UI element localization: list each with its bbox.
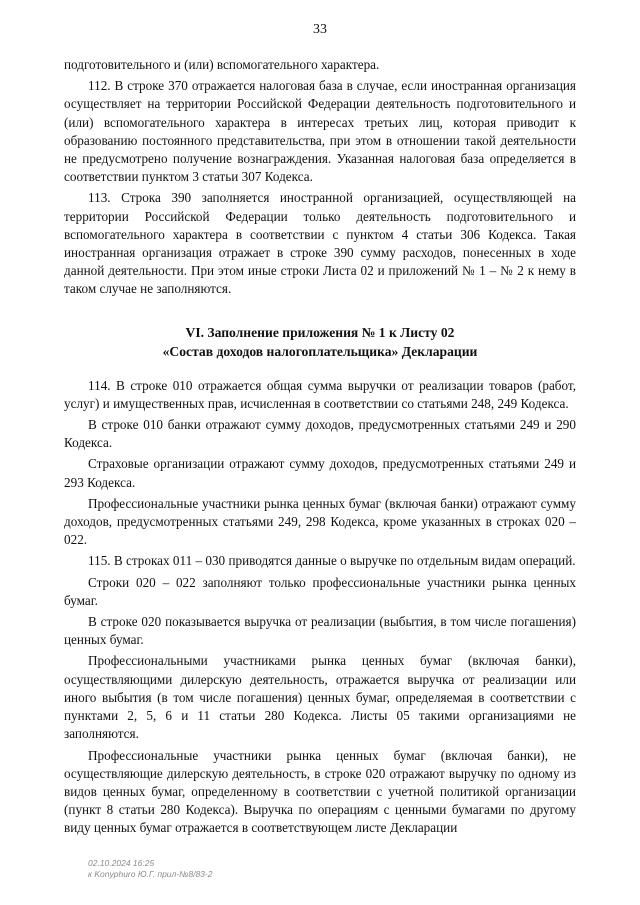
paragraph-p112: 112. В строке 370 отражается налоговая база в случае, если иностранная организация осуществляет на территории Российской Федерации деятельность подготовительного и (или) вспомогательного характера в интересах третьих лиц, которая приводит к образованию постоянного представительства, при этом в отношении такой деятельности не предусмотрено получение вознаграждения. Указанная налоговая база определяется в соответствии пунктом 3 статьи 307 Кодекса. — [64, 78, 576, 185]
section-heading-line1: VI. Заполнение приложения № 1 к Листу 02 — [185, 324, 455, 340]
page-number: 33 — [313, 22, 327, 37]
paragraph-p115: 115. В строках 011 – 030 приводятся данные о выручке по отдельным видам операций. — [88, 553, 576, 569]
paragraph-p115e: Профессиональные участники рынка ценных бумаг (включая банки), не осуществляющие дилерскую деятельность, в строке 020 отражают выручку по одному из видов ценных бумаг, определенному в соответствии с учетной политикой организации (пункт 8 статьи 280 Кодекса). Выручка по операциям с ценными бумагами по другому виду ценных бумаг отражается в соответствующем листе Декларации — [64, 747, 576, 836]
paragraph-p115b: Строки 020 – 022 заполняют только профессиональные участники рынка ценных бумаг. — [64, 574, 576, 608]
section-v-continuation — [64, 56, 576, 299]
footer-timestamp: 02.10.2024 16:25 — [88, 858, 155, 868]
paragraph-p114b: В строке 010 банки отражают сумму доходов, предусмотренных статьями 249 и 290 Кодекса. — [64, 417, 576, 451]
paragraph-p115d: Профессиональными участниками рынка ценных бумаг (включая банки), осуществляющими дилерскую деятельность, отражается выручка от реализации или иного выбытия (в том числе погашения) ценных бумаг, определяемая в соответствии с пунктами 2, 5, 6 и 11 статьи 280 Кодекса. Листы 05 такими организациями не заполняются. — [64, 653, 576, 742]
document-body — [64, 56, 576, 841]
footer-stamp — [88, 858, 212, 880]
paragraph-p114: 114. В строке 010 отражается общая сумма выручки от реализации товаров (работ, услуг) и имущественных прав, исчисленная в соответствии со статьями 248, 249 Кодекса. — [64, 377, 576, 411]
paragraph-p0: подготовительного и (или) вспомогательного характера. — [64, 57, 380, 72]
paragraph-p113: 113. Строка 390 заполняется иностранной организацией, осуществляющей на территории Российской Федерации только деятельность подготовительного и вспомогательного характера в соответствии с пунктом 4 статьи 306 Кодекса. Такая иностранная организация отражает в строке 390 сумму расходов, понесенных в ходе данной деятельности. При этом иные строки Листа 02 и приложений № 1 – № 2 к нему в таком случае не заполняются. — [64, 190, 576, 297]
footer-reference: к Konyрhuro Ю.Г. прил-№8/83-2 — [88, 869, 213, 879]
paragraph-p114d: Профессиональные участники рынка ценных бумаг (включая банки) отражают сумму доходов, предусмотренных статьями 249, 298 Кодекса, кроме указанных в строках 020 – 022. — [64, 495, 576, 548]
paragraph-p114c: Страховые организации отражают сумму доходов, предусмотренных статьями 249 и 293 Кодекса. — [64, 456, 576, 490]
section-vi-body — [64, 377, 576, 838]
paragraph-p115c: В строке 020 показывается выручка от реализации (выбытия, в том числе погашения) ценных бумаг. — [64, 614, 576, 648]
section-heading-line2: «Состав доходов налогоплательщика» Декларации — [162, 343, 478, 359]
section-heading — [64, 323, 576, 361]
